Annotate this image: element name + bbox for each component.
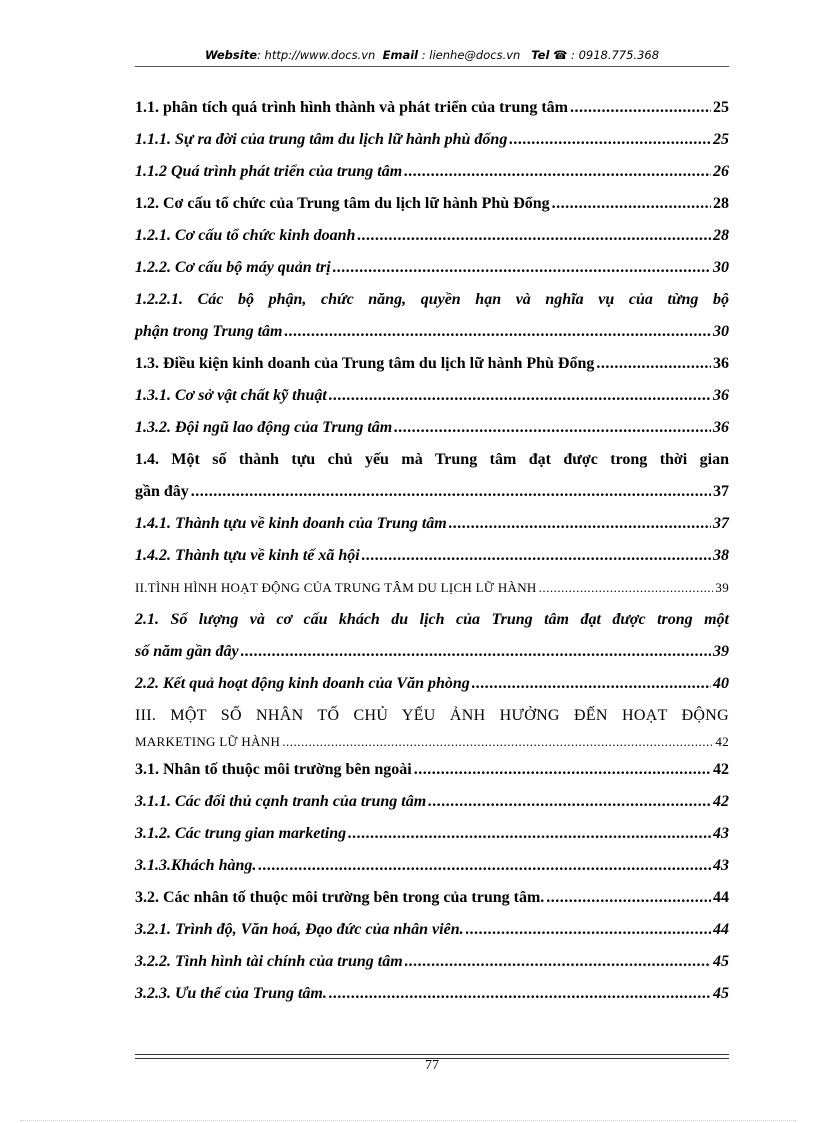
toc-entry-line1 [135, 288, 729, 312]
toc-entry [135, 854, 729, 878]
toc-entry-text: 1.1. phân tích quá trình hình thành và phát triển của trung tâm [135, 99, 568, 116]
toc-entry-page: 44 [713, 921, 729, 938]
toc-entry-text: 3.2.1. Trình độ, Văn hoá, Đạo đức của nhân viên. [135, 921, 464, 938]
toc-entry [135, 256, 729, 280]
toc-entry-page: 43 [713, 825, 729, 842]
toc-entry [135, 950, 729, 974]
toc-entry-page: 39 [713, 643, 729, 660]
toc-entry [135, 192, 729, 216]
toc-entry [135, 822, 729, 846]
toc-leader-dots [357, 224, 711, 248]
toc-entry-text: 1.3.2. Đội ngũ lao động của Trung tâm [135, 419, 393, 436]
toc-entry-page: 45 [713, 985, 729, 1002]
toc-entry-page: 44 [713, 889, 729, 906]
toc-entry-text: III. MỘT SỐ NHÂN TỐ CHỦ YẾU ẢNH HƯỞNG ĐẾN HOẠT ĐỘNG [135, 707, 729, 724]
toc-leader-dots [546, 886, 711, 910]
toc-entry-text: 1.2.2. Cơ cấu bộ máy quản trị [135, 259, 331, 276]
toc-entry [135, 384, 729, 408]
toc-entry [135, 758, 729, 782]
toc-entry-text: 1.2.1. Cơ cấu tổ chức kinh doanh [135, 227, 356, 244]
toc-entry-text: 1.2.2.1. Các bộ phận, chức năng, quyền hạn và nghĩa vụ của từng bộ [135, 291, 729, 308]
toc-entry [135, 480, 729, 504]
toc-leader-dots [348, 822, 711, 846]
toc-entry-text: 3.2.3. Ưu thế của Trung tâm. [135, 985, 327, 1002]
email-label: Email [382, 48, 419, 62]
header-divider [135, 66, 729, 67]
toc-entry-line1 [135, 608, 729, 632]
tel-value: ☎ : 0918.775.368 [553, 48, 660, 62]
toc-entry [135, 982, 729, 1006]
toc-leader-dots [329, 384, 711, 408]
toc-entry [135, 672, 729, 696]
toc-entry-page: 37 [713, 515, 729, 532]
toc-entry-text: 1.4. Một số thành tựu chủ yếu mà Trung tâm đạt được trong thời gian [135, 451, 729, 468]
toc-entry-page: 43 [713, 857, 729, 874]
website-value: : http://www.docs.vn [257, 48, 376, 62]
toc-leader-dots [241, 640, 711, 664]
toc-entry [135, 160, 729, 184]
toc-leader-dots [509, 128, 711, 152]
toc-entry-text: 3.1.1. Các đối thủ cạnh tranh của trung tâm [135, 793, 427, 810]
toc-entry-text: 1.1.1. Sự ra đời của trung tâm du lịch lữ hành phù đổng [135, 131, 508, 148]
toc-entry-page: 30 [713, 323, 729, 340]
toc-entry-page: 45 [713, 953, 729, 970]
toc-entry [135, 886, 729, 910]
toc-entry-page: 42 [713, 761, 729, 778]
toc-leader-dots [414, 758, 711, 782]
toc-entry-page: 25 [713, 99, 729, 116]
tel-label: Tel [531, 48, 550, 62]
toc-entry-page: 28 [713, 227, 729, 244]
toc-entry-page: 39 [715, 580, 729, 595]
toc-entry [135, 416, 729, 440]
toc-entry-text: 1.4.2. Thành tựu về kinh tế xã hội [135, 547, 360, 564]
toc-leader-dots [539, 576, 714, 600]
toc-leader-dots [284, 320, 711, 344]
email-value: : lienhe@docs.vn [421, 48, 521, 62]
toc-entry [135, 512, 729, 536]
toc-leader-dots [449, 512, 711, 536]
toc-leader-dots [191, 480, 711, 504]
toc-leader-dots [282, 730, 713, 754]
toc-leader-dots [258, 854, 711, 878]
toc-entry-text: 1.3.1. Cơ sở vật chất kỹ thuật [135, 387, 327, 404]
toc-entry-page: 40 [713, 675, 729, 692]
website-label: Website [204, 48, 258, 62]
toc-entry-page: 37 [713, 483, 729, 500]
toc-entry-line1 [135, 448, 729, 472]
toc-entry-page: 36 [713, 387, 729, 404]
toc-leader-dots [552, 192, 711, 216]
toc-leader-dots [394, 416, 711, 440]
toc-entry-text: 1.4.1. Thành tựu về kinh doanh của Trung tâm [135, 515, 447, 532]
toc-entry-page: 28 [713, 195, 729, 212]
toc-entry-page: 38 [713, 547, 729, 564]
toc-leader-dots [404, 160, 711, 184]
toc-entry-text: 2.2. Kết quả hoạt động kinh doanh của Văn phòng [135, 675, 470, 692]
toc-entry-text: 1.2. Cơ cấu tổ chức của Trung tâm du lịch lữ hành Phù Đổng [135, 195, 550, 212]
toc-entry [135, 730, 729, 754]
toc-entry [135, 790, 729, 814]
toc-entry-text: 1.3. Điều kiện kinh doanh của Trung tâm du lịch lữ hành Phù Đổng [135, 355, 595, 372]
toc-entry-text: 3.1.3.Khách hàng. [135, 857, 257, 874]
toc-entry [135, 96, 729, 120]
toc-leader-dots [466, 918, 711, 942]
toc-entry [135, 352, 729, 376]
toc-entry-text: MARKETING LỮ HÀNH [135, 734, 281, 749]
toc-entry-text: gần đây [135, 483, 189, 500]
toc-entry [135, 918, 729, 942]
toc-entry-text: 1.1.2 Quá trình phát triển của trung tâm [135, 163, 403, 180]
toc-entry [135, 640, 729, 664]
toc-leader-dots [570, 96, 711, 120]
toc-entry-text: phận trong Trung tâm [135, 323, 283, 340]
toc-leader-dots [405, 950, 711, 974]
toc-entry-line1 [135, 704, 729, 728]
page-number: 77 [425, 1058, 439, 1073]
toc-entry-text: 3.1. Nhân tố thuộc môi trường bên ngoài [135, 761, 412, 778]
toc-entry-text: 3.1.2. Các trung gian marketing [135, 825, 347, 842]
toc-entry-page: 36 [713, 355, 729, 372]
toc-entry-page: 26 [713, 163, 729, 180]
toc-entry-text: số năm gần đây [135, 643, 239, 660]
footer-divider [135, 1054, 729, 1055]
toc-entry-text: 2.1. Số lượng và cơ cấu khách du lịch của Trung tâm đạt được trong một [135, 611, 729, 628]
toc-entry [135, 544, 729, 568]
toc-entry-page: 30 [713, 259, 729, 276]
toc-leader-dots [596, 352, 711, 376]
toc-entry-page: 25 [713, 131, 729, 148]
toc-entry-page: 42 [713, 793, 729, 810]
toc-leader-dots [333, 256, 711, 280]
toc-leader-dots [362, 544, 711, 568]
toc-entry-text: II.TÌNH HÌNH HOẠT ĐỘNG CỦA TRUNG TÂM DU LỊCH LỮ HÀNH [135, 580, 537, 595]
toc-leader-dots [329, 982, 711, 1006]
toc-entry [135, 576, 729, 600]
page-header [135, 48, 729, 62]
toc-entry [135, 224, 729, 248]
toc-entry [135, 320, 729, 344]
toc-leader-dots [472, 672, 711, 696]
toc-entry [135, 128, 729, 152]
toc-entry-text: 3.2. Các nhân tố thuộc môi trường bên trong của trung tâm. [135, 889, 545, 906]
toc-entry-page: 36 [713, 419, 729, 436]
toc-entry-page: 42 [715, 734, 729, 749]
page-edge [20, 1120, 796, 1121]
toc-entry-text: 3.2.2. Tình hình tài chính của trung tâm [135, 953, 403, 970]
toc-leader-dots [428, 790, 711, 814]
